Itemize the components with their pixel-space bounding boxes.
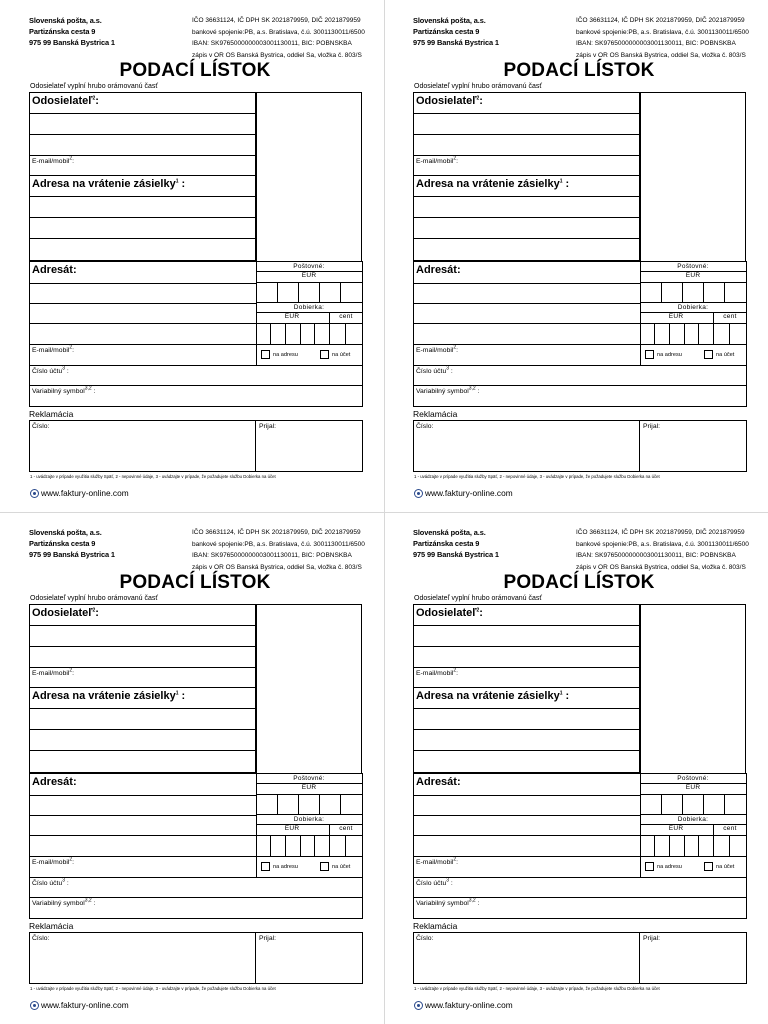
recipient-line[interactable] (414, 323, 640, 324)
divider (414, 365, 746, 366)
cod-digit-separator (698, 836, 699, 856)
recipient-label: Adresát: (416, 776, 461, 788)
company-info-line: bankové spojenie:PB, a.s. Bratislava, č.ú. 3001130011/6500 (576, 28, 749, 36)
brand-link[interactable] (30, 1000, 129, 1010)
divider (414, 385, 746, 386)
company-info-line: IČO 36631124, IČ DPH SK 2021879959, DIČ 2021879959 (192, 17, 361, 24)
cod-digit-separator (654, 836, 655, 856)
divider (30, 385, 362, 386)
cod-digit-separator (314, 836, 315, 856)
cod-currency: EUR (668, 825, 684, 832)
return-address-label: Adresa na vrátenie zásielky$^1$ : (416, 690, 570, 702)
cod-label: Dobierka: (293, 304, 325, 311)
sender-line[interactable] (414, 134, 639, 135)
postage-digit-separator (340, 283, 341, 302)
stamp-box (256, 92, 362, 262)
complaint-heading: Reklamácia (413, 409, 458, 419)
recipient-line[interactable] (30, 795, 256, 796)
divider (256, 794, 362, 795)
return-address-label: Adresa na vrátenie zásielky$^1$ : (32, 690, 186, 702)
divider (30, 365, 362, 366)
cod-digit-separator (285, 836, 286, 856)
cod-cent-separator (713, 825, 714, 856)
divider (639, 933, 640, 983)
post-office-street: Partizánska cesta 9 (29, 539, 96, 548)
cod-to-address-label: na adresu (273, 864, 298, 870)
postage-digit-separator (319, 283, 320, 302)
variable-symbol-label: Variabilný symbol$^{3,2}$ : (416, 897, 480, 907)
divider (640, 814, 746, 815)
divider (256, 323, 362, 324)
globe-icon (30, 489, 39, 498)
sender-label: Odosielateľ$^2$: (32, 95, 99, 107)
divider (256, 856, 362, 857)
post-office-name: Slovenská pošta, a.s. (413, 16, 486, 25)
form-title: PODACÍ LÍSTOK (119, 60, 271, 81)
divider (256, 344, 362, 345)
postage-digit-separator (277, 283, 278, 302)
account-number-label: Číslo účtu$^3$ : (32, 877, 69, 887)
return-address-line[interactable] (414, 196, 639, 197)
return-address-label: Adresa na vrátenie zásielky$^1$ : (416, 178, 570, 190)
cod-currency: EUR (284, 313, 300, 320)
cod-to-address-label: na adresu (657, 352, 682, 358)
stamp-box (256, 604, 362, 774)
recipient-line[interactable] (30, 303, 256, 304)
complaint-frame (29, 932, 363, 984)
cod-to-address-label: na adresu (657, 864, 682, 870)
form-title: PODACÍ LÍSTOK (503, 572, 655, 593)
post-office-address (29, 15, 115, 48)
cod-digit-separator (314, 324, 315, 344)
form-instruction: Odosielateľ vyplní hrubo orámovanú časť (414, 83, 543, 90)
cod-digit-separator (729, 836, 730, 856)
cod-cent-label: cent (723, 825, 737, 832)
divider (256, 835, 362, 836)
return-address-line[interactable] (414, 750, 639, 751)
return-address-line[interactable] (414, 217, 639, 218)
divider (640, 302, 746, 303)
cod-label: Dobierka: (677, 304, 709, 311)
recipient-email-label: E-mail/mobil$^2$: (32, 344, 75, 354)
return-address-line[interactable] (30, 708, 255, 709)
postage-digit-separator (298, 795, 299, 814)
return-address-line[interactable] (30, 238, 255, 239)
recipient-email-label: E-mail/mobil$^2$: (32, 856, 75, 866)
company-info-line: IBAN: SK9765000000003001130011, BIC: POBNSKBA (192, 40, 352, 47)
sender-line[interactable] (414, 113, 639, 114)
post-office-street: Partizánska cesta 9 (29, 27, 96, 36)
cod-digit-separator (698, 324, 699, 344)
post-office-address (413, 527, 499, 560)
post-office-street: Partizánska cesta 9 (413, 539, 480, 548)
sender-label: Odosielateľ$^2$: (416, 607, 483, 619)
company-info-line: IČO 36631124, IČ DPH SK 2021879959, DIČ 2021879959 (192, 529, 361, 536)
company-info-line: IBAN: SK9765000000003001130011, BIC: POBNSKBA (192, 552, 352, 559)
cod-digit-separator (684, 836, 685, 856)
complaint-received-label: Prijal: (643, 423, 660, 430)
complaint-frame (29, 420, 363, 472)
recipient-email-label: E-mail/mobil$^2$: (416, 856, 459, 866)
company-info-line: IČO 36631124, IČ DPH SK 2021879959, DIČ 2021879959 (576, 529, 745, 536)
postage-digit-separator (340, 795, 341, 814)
complaint-number-label: Číslo: (416, 423, 434, 430)
stamp-box (640, 92, 746, 262)
cod-digit-separator (345, 324, 346, 344)
recipient-line[interactable] (414, 303, 640, 304)
form-instruction: Odosielateľ vyplní hrubo orámovanú časť (414, 595, 543, 602)
post-office-name: Slovenská pošta, a.s. (413, 528, 486, 537)
company-info-line: IBAN: SK9765000000003001130011, BIC: POBNSKBA (576, 552, 736, 559)
company-info-line: zápis v OR OS Banská Bystrica, oddiel Sa, vložka č. 803/S (192, 563, 362, 571)
sender-label: Odosielateľ$^2$: (32, 607, 99, 619)
sender-line[interactable] (30, 134, 255, 135)
podaci-listok-slip (0, 512, 384, 1024)
cod-to-account-label: na účet (332, 864, 351, 870)
divider (639, 421, 640, 471)
recipient-line[interactable] (414, 795, 640, 796)
company-info-line: bankové spojenie:PB, a.s. Bratislava, č.ú. 3001130011/6500 (192, 28, 365, 36)
account-number-label: Číslo účtu$^3$ : (416, 365, 453, 375)
cod-cent-separator (329, 313, 330, 344)
brand-url: www.faktury-online.com (425, 1000, 513, 1010)
recipient-label: Adresát: (32, 776, 77, 788)
postage-digit-separator (703, 795, 704, 814)
postage-digit-separator (703, 283, 704, 302)
recipient-line[interactable] (414, 835, 640, 836)
divider (30, 897, 362, 898)
form-instruction: Odosielateľ vyplní hrubo orámovanú časť (30, 83, 159, 90)
divider (256, 282, 362, 283)
brand-url: www.faktury-online.com (425, 488, 513, 498)
cod-to-account-label: na účet (716, 864, 735, 870)
post-office-street: Partizánska cesta 9 (413, 27, 480, 36)
return-address-line[interactable] (414, 238, 639, 239)
brand-url: www.faktury-online.com (41, 488, 129, 498)
post-office-city: 975 99 Banská Bystrica 1 (413, 38, 499, 47)
sender-email-label: E-mail/mobil$^2$: (32, 155, 75, 165)
globe-icon (414, 1001, 423, 1010)
complaint-received-label: Prijal: (643, 935, 660, 942)
postage-digit-separator (298, 283, 299, 302)
complaint-number-label: Číslo: (416, 935, 434, 942)
postage-currency: EUR (301, 272, 317, 279)
recipient-email-label: E-mail/mobil$^2$: (416, 344, 459, 354)
company-registration-info (576, 527, 749, 573)
cod-digit-separator (270, 836, 271, 856)
podaci-listok-slip (384, 0, 768, 512)
postage-label: Poštovné: (293, 263, 325, 270)
post-office-city: 975 99 Banská Bystrica 1 (413, 550, 499, 559)
return-address-line[interactable] (30, 196, 255, 197)
form-instruction: Odosielateľ vyplní hrubo orámovanú časť (30, 595, 159, 602)
cod-cent-separator (329, 825, 330, 856)
podaci-listok-slip (384, 512, 768, 1024)
cod-to-address-label: na adresu (273, 352, 298, 358)
cod-digit-separator (345, 836, 346, 856)
post-office-city: 975 99 Banská Bystrica 1 (29, 38, 115, 47)
recipient-line[interactable] (414, 815, 640, 816)
cod-digit-separator (669, 324, 670, 344)
variable-symbol-label: Variabilný symbol$^{3,2}$ : (416, 385, 480, 395)
divider (640, 835, 746, 836)
cod-cent-label: cent (339, 825, 353, 832)
recipient-line[interactable] (30, 323, 256, 324)
return-address-line[interactable] (30, 750, 255, 751)
cod-to-address-checkbox[interactable] (645, 350, 654, 359)
divider (256, 814, 362, 815)
postage-digit-separator (277, 795, 278, 814)
return-address-line[interactable] (414, 708, 639, 709)
complaint-number-label: Číslo: (32, 423, 50, 430)
brand-url: www.faktury-online.com (41, 1000, 129, 1010)
globe-icon (30, 1001, 39, 1010)
post-office-address (413, 15, 499, 48)
company-info-line: bankové spojenie:PB, a.s. Bratislava, č.ú. 3001130011/6500 (576, 540, 749, 548)
recipient-line[interactable] (30, 815, 256, 816)
footnotes: 1 - uvádzajte v prípade využitia služby Späť, 2 - nepovinné údaje, 3 - uvádzajte v prípade, že požadujete službu Dobierka na účet (30, 474, 276, 479)
divider (414, 877, 746, 878)
postage-digit-separator (661, 283, 662, 302)
postage-digit-separator (661, 795, 662, 814)
divider (640, 323, 746, 324)
cod-to-account-checkbox[interactable] (704, 862, 713, 871)
postage-digit-separator (724, 283, 725, 302)
complaint-received-label: Prijal: (259, 423, 276, 430)
postage-label: Poštovné: (677, 263, 709, 270)
brand-link[interactable] (414, 488, 513, 498)
sender-line[interactable] (30, 625, 255, 626)
cod-digit-separator (270, 324, 271, 344)
return-address-line[interactable] (414, 729, 639, 730)
cod-digit-separator (300, 324, 301, 344)
cod-label: Dobierka: (293, 816, 325, 823)
cod-to-address-checkbox[interactable] (645, 862, 654, 871)
postage-label: Poštovné: (677, 775, 709, 782)
globe-icon (414, 489, 423, 498)
variable-symbol-label: Variabilný symbol$^{3,2}$ : (32, 385, 96, 395)
company-info-line: zápis v OR OS Banská Bystrica, oddiel Sa, vložka č. 803/S (576, 51, 746, 59)
cod-to-account-label: na účet (716, 352, 735, 358)
complaint-heading: Reklamácia (29, 921, 74, 931)
complaint-received-label: Prijal: (259, 935, 276, 942)
company-registration-info (576, 15, 749, 61)
divider (640, 856, 746, 857)
cod-cent-separator (713, 313, 714, 344)
divider (256, 302, 362, 303)
postage-currency: EUR (301, 784, 317, 791)
company-info-line: zápis v OR OS Banská Bystrica, oddiel Sa, vložka č. 803/S (576, 563, 746, 571)
footnotes: 1 - uvádzajte v prípade využitia služby Späť, 2 - nepovinné údaje, 3 - uvádzajte v prípade, že požadujete službu Dobierka na účet (30, 986, 276, 991)
postage-digit-separator (319, 795, 320, 814)
cod-digit-separator (300, 836, 301, 856)
divider (640, 282, 746, 283)
return-address-label: Adresa na vrátenie zásielky$^1$ : (32, 178, 186, 190)
cod-to-address-checkbox[interactable] (261, 862, 270, 871)
cod-to-account-checkbox[interactable] (704, 350, 713, 359)
sender-email-label: E-mail/mobil$^2$: (416, 667, 459, 677)
variable-symbol-label: Variabilný symbol$^{3,2}$ : (32, 897, 96, 907)
divider (414, 897, 746, 898)
company-registration-info (192, 527, 365, 573)
recipient-line[interactable] (414, 856, 640, 857)
complaint-number-label: Číslo: (32, 935, 50, 942)
company-registration-info (192, 15, 365, 61)
recipient-line[interactable] (414, 283, 640, 284)
sender-line[interactable] (414, 667, 639, 668)
company-info-line: bankové spojenie:PB, a.s. Bratislava, č.ú. 3001130011/6500 (192, 540, 365, 548)
cod-cent-label: cent (339, 313, 353, 320)
cod-currency: EUR (284, 825, 300, 832)
brand-link[interactable] (414, 1000, 513, 1010)
footnotes: 1 - uvádzajte v prípade využitia služby Späť, 2 - nepovinné údaje, 3 - uvádzajte v prípade, že požadujete službu Dobierka na účet (414, 474, 660, 479)
postage-currency: EUR (685, 272, 701, 279)
complaint-frame (413, 932, 747, 984)
postage-currency: EUR (685, 784, 701, 791)
stamp-box (640, 604, 746, 774)
sender-line[interactable] (414, 155, 639, 156)
cod-label: Dobierka: (677, 816, 709, 823)
podaci-listok-slip (0, 0, 384, 512)
cod-to-account-checkbox[interactable] (320, 862, 329, 871)
recipient-label: Adresát: (32, 264, 77, 276)
complaint-frame (413, 420, 747, 472)
cod-digit-separator (684, 324, 685, 344)
brand-link[interactable] (30, 488, 129, 498)
return-address-line[interactable] (30, 729, 255, 730)
cod-digit-separator (729, 324, 730, 344)
sender-email-label: E-mail/mobil$^2$: (32, 667, 75, 677)
recipient-line[interactable] (414, 344, 640, 345)
company-info-line: IČO 36631124, IČ DPH SK 2021879959, DIČ 2021879959 (576, 17, 745, 24)
post-office-name: Slovenská pošta, a.s. (29, 16, 102, 25)
sender-line[interactable] (414, 625, 639, 626)
divider (255, 421, 256, 471)
divider (30, 877, 362, 878)
complaint-heading: Reklamácia (413, 921, 458, 931)
post-office-city: 975 99 Banská Bystrica 1 (29, 550, 115, 559)
cod-cent-label: cent (723, 313, 737, 320)
sender-line[interactable] (30, 113, 255, 114)
sender-email-label: E-mail/mobil$^2$: (416, 155, 459, 165)
cod-digit-separator (285, 324, 286, 344)
post-office-name: Slovenská pošta, a.s. (29, 528, 102, 537)
cod-digit-separator (669, 836, 670, 856)
cod-to-account-label: na účet (332, 352, 351, 358)
company-info-line: zápis v OR OS Banská Bystrica, oddiel Sa, vložka č. 803/S (192, 51, 362, 59)
postage-digit-separator (682, 795, 683, 814)
sender-label: Odosielateľ$^2$: (416, 95, 483, 107)
cod-digit-separator (654, 324, 655, 344)
divider (255, 933, 256, 983)
footnotes: 1 - uvádzajte v prípade využitia služby Späť, 2 - nepovinné údaje, 3 - uvádzajte v prípade, že požadujete službu Dobierka na účet (414, 986, 660, 991)
cod-to-address-checkbox[interactable] (261, 350, 270, 359)
recipient-line[interactable] (30, 856, 256, 857)
sender-line[interactable] (30, 155, 255, 156)
postage-label: Poštovné: (293, 775, 325, 782)
form-title: PODACÍ LÍSTOK (119, 572, 271, 593)
sender-line[interactable] (414, 646, 639, 647)
recipient-line[interactable] (30, 283, 256, 284)
postage-digit-separator (682, 283, 683, 302)
recipient-line[interactable] (30, 835, 256, 836)
complaint-heading: Reklamácia (29, 409, 74, 419)
company-info-line: IBAN: SK9765000000003001130011, BIC: POBNSKBA (576, 40, 736, 47)
post-office-address (29, 527, 115, 560)
recipient-line[interactable] (30, 344, 256, 345)
sender-line[interactable] (30, 646, 255, 647)
return-address-line[interactable] (30, 217, 255, 218)
postage-digit-separator (724, 795, 725, 814)
recipient-label: Adresát: (416, 264, 461, 276)
divider (640, 794, 746, 795)
form-title: PODACÍ LÍSTOK (503, 60, 655, 81)
divider (640, 344, 746, 345)
account-number-label: Číslo účtu$^3$ : (416, 877, 453, 887)
account-number-label: Číslo účtu$^3$ : (32, 365, 69, 375)
cod-currency: EUR (668, 313, 684, 320)
cod-to-account-checkbox[interactable] (320, 350, 329, 359)
sender-line[interactable] (30, 667, 255, 668)
